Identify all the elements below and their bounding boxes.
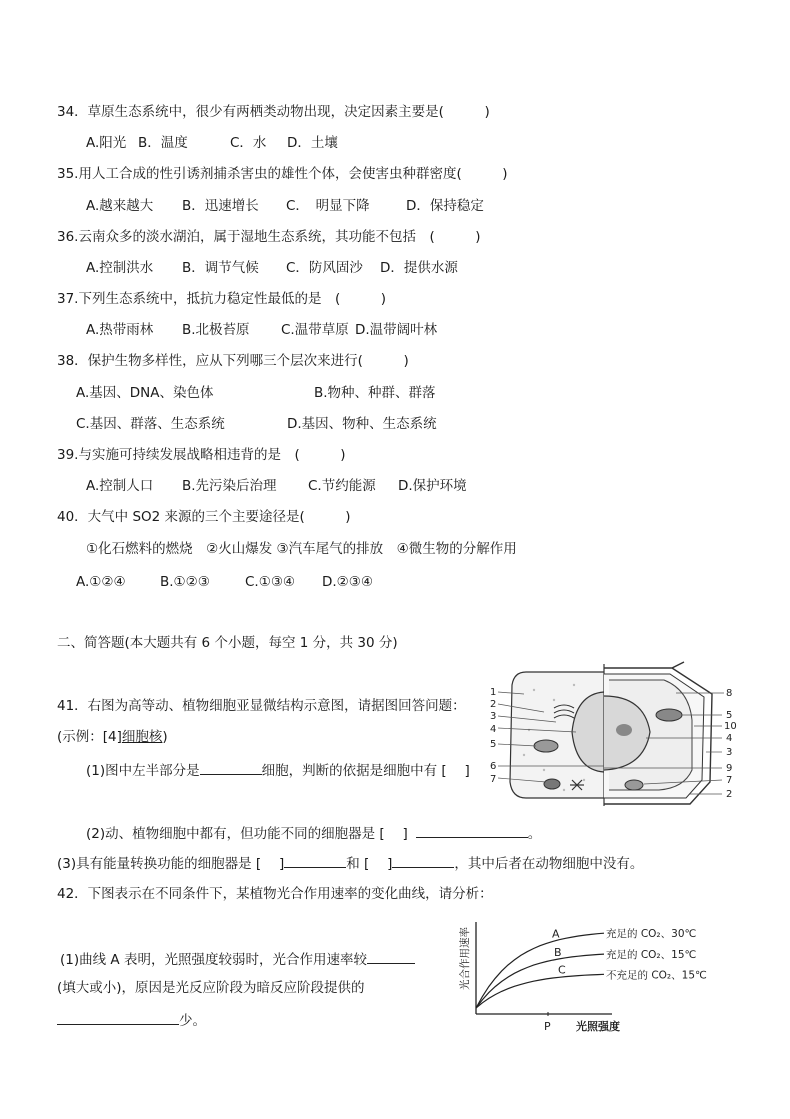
q40-option-c: C.①③④ [245,574,296,590]
q39-option-d: D.保护环境 [398,478,467,494]
q40-sub-items: ①化石燃料的燃烧 ②火山爆发 ③汽车尾气的排放 ④微生物的分解作用 [86,541,517,557]
series-c-curve [476,974,604,1008]
q41-blank-1[interactable] [200,760,262,775]
q42-part1-a: (1)曲线 A 表明，光照强度较弱时，光合作用速率较 [60,952,367,968]
q41-part3-b: 和 [ ] [346,856,393,872]
q41-part1-b: 细胞，判断的依据是细胞中有 [ ] [261,763,470,779]
series-b-letter: B [554,945,562,959]
q34-option-a: A.阳光 [86,135,127,151]
photosynthesis-chart [452,918,738,1036]
q41-part2 [86,823,541,843]
q40-option-d: D.②③④ [322,574,373,590]
q36-option-a: A.控制洪水 [86,260,154,276]
fig-label-left-7: 7 [490,774,497,785]
series-a-letter: A [552,927,560,941]
q38-option-b: B.物种、种群、群落 [314,385,436,401]
q36-stem: 36.云南众多的淡水湖泊，属于湿地生态系统，其功能不包括 ( ) [57,229,481,245]
q41-part1-a: (1)图中左半部分是 [86,763,200,779]
q37-stem: 37.下列生态系统中，抵抗力稳定性最低的是 ( ) [57,291,387,307]
q34-option-b: B．温度 [138,135,188,151]
q41-part2-b: 。 [527,826,542,842]
fig-labels-left [490,687,496,785]
animal-mitochondrion [534,740,558,752]
q35-option-c: C． 明显下降 [286,198,370,214]
fig-labels-right [724,688,737,800]
q38-option-a: A.基因、DNA、染色体 [76,385,214,401]
plant-mitochondrion [625,780,643,790]
x-axis-label: 光照强度 [576,1020,620,1033]
q36-option-d: D．提供水源 [380,260,458,276]
fig-label-right-10: 10 [724,721,737,732]
q37-option-c: C.温带草原 [281,322,349,338]
series-b-curve [476,954,604,1008]
q41-blank-3[interactable] [284,853,346,868]
q35-option-a: A.越来越大 [86,198,154,214]
q41-example-word: 细胞核 [121,729,163,745]
q41-blank-2[interactable] [416,823,528,838]
q37-option-a: A.热带雨林 [86,322,154,338]
q34-stem: 34．草原生态系统中，很少有两栖类动物出现，决定因素主要是( ) [57,104,490,120]
q41-part3-c: ，其中后者在动物细胞中没有。 [454,856,644,872]
q38-option-d: D.基因、物种、生态系统 [287,416,437,432]
fig-label-left-2: 2 [490,699,497,710]
q34-option-c: C．水 [230,135,267,151]
q41-part3-a: (3)具有能量转换功能的细胞器是 [ ] [57,856,285,872]
q42-part1-line1 [60,949,415,969]
fig-label-left-5: 5 [490,739,497,750]
q41-example-suffix: ) [162,729,168,745]
q42-part1-line2: (填大或小)，原因是光反应阶段为暗反应阶段提供的 [57,980,365,996]
q41-stem: 41．右图为高等动、植物细胞亚显微结构示意图，请据图回答问题： [57,698,466,714]
q35-option-b: B．迅速增长 [182,198,259,214]
q40-stem: 40．大气中 SO2 来源的三个主要途径是( ) [57,509,351,525]
q41-blank-4[interactable] [392,853,454,868]
q42-part1-line3 [57,1010,206,1030]
q39-option-b: B.先污染后治理 [182,478,277,494]
q40-option-a: A.①②④ [76,574,126,590]
series-a-curve [476,933,604,1008]
fig-label-left-4: 4 [490,724,497,735]
q42-blank-2[interactable] [57,1010,179,1025]
fig-label-right-3: 3 [726,747,733,758]
q37-option-d: D.温带阔叶林 [355,322,438,338]
fig-label-right-2: 2 [726,789,733,800]
q41-example [57,728,168,746]
fig-label-right-4: 4 [726,733,733,744]
chart-axes [476,922,612,1014]
chloroplast [656,709,682,721]
q38-stem: 38．保护生物多样性，应从下列哪三个层次来进行( ) [57,353,409,369]
q39-option-a: A.控制人口 [86,478,154,494]
q40-option-b: B.①②③ [160,574,210,590]
fig-label-left-3: 3 [490,711,497,722]
q35-stem: 35.用人工合成的性引诱剂捕杀害虫的雄性个体，会使害虫种群密度( ) [57,166,508,182]
fig-label-left-1: 1 [490,687,497,698]
series-c-letter: C [558,963,566,977]
section-title: 二、简答题(本大题共有 6 个小题，每空 1 分，共 30 分) [57,635,398,651]
series-b-condition-label: 充足的 CO₂、15℃ [606,949,697,962]
q41-part1 [86,760,470,780]
q37-option-b: B.北极苔原 [182,322,250,338]
q38-option-c: C.基因、群落、生态系统 [76,416,225,432]
q42-part1-c: 少。 [179,1013,206,1029]
q42-stem: 42．下图表示在不同条件下，某植物光合作用速率的变化曲线，请分析： [57,886,493,902]
cell-structure-diagram [484,660,744,810]
q34-option-d: D．土壤 [287,135,338,151]
fig-label-right-7: 7 [726,775,733,786]
fig-label-right-5: 5 [726,710,733,721]
q39-stem: 39.与实施可持续发展战略相违背的是 ( ) [57,447,346,463]
fig-label-right-8: 8 [726,688,733,699]
fig-label-right-9: 9 [726,763,733,774]
q41-example-prefix: (示例：[4] [57,729,122,745]
q41-part2-a: (2)动、植物细胞中都有，但功能不同的细胞器是 [ ] [86,826,408,842]
q41-part3 [57,853,643,873]
q39-option-c: C.节约能源 [308,478,376,494]
series-a-condition-label: 充足的 CO₂、30℃ [606,928,697,941]
q36-option-b: B．调节气候 [182,260,259,276]
y-axis-label: 光合作用速率 [459,927,471,990]
series-c-condition-label: 不充足的 CO₂、15℃ [606,969,707,982]
fig-label-left-6: 6 [490,761,497,772]
x-tick-label-p: P [544,1020,551,1033]
q35-option-d: D．保持稳定 [406,198,484,214]
q42-blank-1[interactable] [367,949,415,964]
q36-option-c: C．防风固沙 [286,260,363,276]
